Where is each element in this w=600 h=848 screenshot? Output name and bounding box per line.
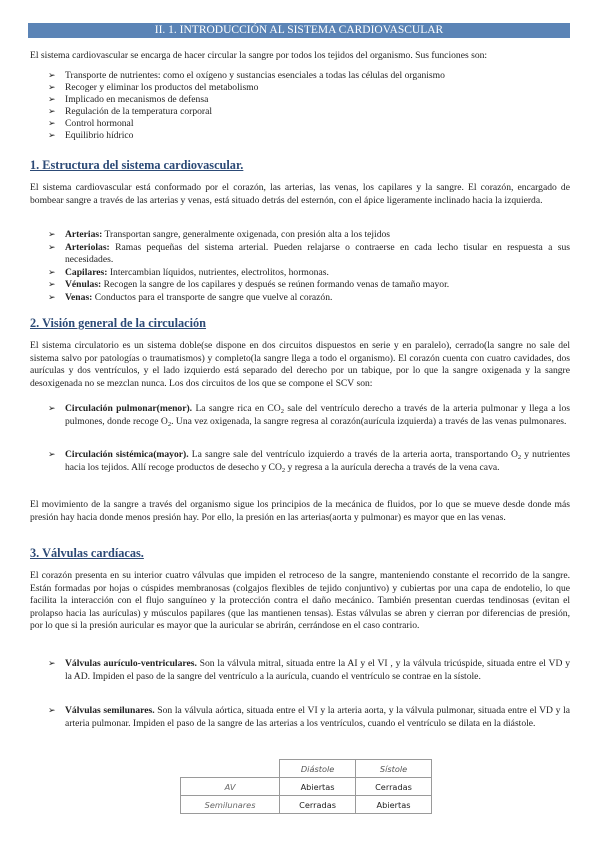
- arrow-bullet-icon: ➢: [48, 95, 56, 106]
- header-sistole: Sístole: [356, 760, 432, 778]
- arrow-bullet-icon: ➢: [48, 107, 56, 118]
- list-item: ➢ Transporte de nutrientes: como el oxígeno y sustancias esenciales a todas las células del organismo: [48, 70, 445, 81]
- list-item: ➢ Arterias: Transportan sangre, generalmente oxigenada, con presión alta a los tejidos: [48, 229, 391, 240]
- row-label-semilunares: Semilunares: [181, 796, 280, 814]
- list-item: ➢ Circulación pulmonar(menor). La sangre rica en $CO_2$ sale del ventrículo derecho a través de la arteria pulmonar y llega a los pulmones, donde recoge $O_2$. Una vez oxigenada, la sangre regresa al corazón(aurícula izquierda) a través de las venas pulmonares.: [48, 403, 570, 428]
- circulacion-paragraph: El sistema circulatorio es un sistema doble(se dispone en dos circuitos dispuestos en serie y en paralelo), cerrado(la sangre no sale del sistema salvo por patologías o traumatismos) y completo(la sangre llega a todo el organismo). El corazón cuenta con cuatro cavidades, dos aurículas y dos ventrículos, y el lado izquierdo está separado del derecho por un tabique, por lo que la sangre oxigenada y la sangre desoxigenada no se mezclan nunca. Los dos circuitos de los que se compone el SCV son:: [30, 340, 570, 389]
- circuit-list-pulmonar: [48, 403, 570, 428]
- list-item: ➢ Válvulas semilunares. Son la válvula aórtica, situada entre el VI y la arteria aorta, y la válvula pulmonar, situada entre el VD y la arteria pulmonar. Impiden el paso de la sangre de las arterias a los ventrículos, cuando el ventrículo se dilata en la diástole.: [48, 705, 571, 729]
- heading-valvulas: 3. Válvulas cardíacas.: [30, 546, 144, 560]
- intro-paragraph: El sistema cardiovascular se encarga de hacer circular la sangre por todos los tejidos del organismo. Sus funciones son:: [30, 50, 488, 61]
- list-item: ➢ Venas: Conductos para el transporte de sangre que vuelve al corazón.: [48, 291, 333, 303]
- heading-estructura: 1. Estructura del sistema cardiovascular.: [30, 158, 244, 172]
- arrow-bullet-icon: ➢: [48, 242, 56, 253]
- arrow-bullet-icon: ➢: [48, 267, 56, 278]
- header-diastole: Diástole: [280, 760, 356, 778]
- row-label-av: AV: [181, 778, 280, 796]
- estructura-paragraph: El sistema cardiovascular está conformado por el corazón, las arterias, las venas, los capilares y la sangre. El corazón, encargado de bombear sangre a través de las arterias y venas, está situado detrás del esternón, con el ápice ligeramente inclinado hacia la izquierda.: [30, 182, 570, 206]
- section-title: II. 1. INTRODUCCIÓN AL SISTEMA CARDIOVASCULAR: [28, 23, 570, 38]
- heading-circulacion: 2. Visión general de la circulación: [30, 316, 207, 330]
- components-list: [48, 229, 570, 305]
- list-item: ➢ Arteriolas: Ramas pequeñas del sistema arterial. Pueden relajarse o contraerse en cada lecho tisular en respuesta a sus necesidades.: [48, 241, 570, 266]
- table-corner-cell: [181, 760, 280, 778]
- arrow-bullet-icon: ➢: [48, 131, 56, 142]
- table-cell: Cerradas: [356, 778, 432, 796]
- arrow-bullet-icon: ➢: [48, 71, 56, 81]
- table-cell: Abiertas: [280, 778, 356, 796]
- arrow-bullet-icon: ➢: [48, 404, 56, 414]
- valve-state-table: [180, 759, 432, 814]
- arrow-bullet-icon: ➢: [48, 119, 56, 130]
- arrow-bullet-icon: ➢: [48, 706, 56, 716]
- arrow-bullet-icon: ➢: [48, 450, 56, 460]
- arrow-bullet-icon: ➢: [48, 659, 56, 669]
- arrow-bullet-icon: ➢: [48, 83, 56, 94]
- list-item: ➢ Válvulas aurículo-ventriculares. Son la válvula mitral, situada entre la AI y el VI , y la válvula tricúspide, situada entre el VD y la AD. Impiden el paso de la sangre del ventrículo a la aurícula, cuando el ventrículo se contrae en la sístole.: [48, 658, 570, 682]
- list-item: ➢ Capilares: Intercambian líquidos, nutrientes, electrolitos, hormonas.: [48, 266, 329, 278]
- arrow-bullet-icon: ➢: [48, 230, 56, 240]
- valvulas-paragraph: El corazón presenta en su interior cuatro válvulas que impiden el retroceso de la sangre, manteniendo constante el recorrido de la sangre. Están formadas por hojas o cúspides membranosas (colgajos flexibles de tejido conjuntivo) y cubiertas por una capa de endotelio, lo que facilita la interacción con el flujo sanguíneo y la protección contra el daño mecánico. También presentan cuerdas tendinosas (evitan el prolapso hacia las aurículas) y músculos papilares (que las mantienen tensas). Estas válvulas se abren y cierran por diferencias de presión, por lo que si la presión auricular es mayor que la auricular se abrirán, cerrándose en el caso contrario.: [30, 570, 570, 632]
- list-item: ➢ Vénulas: Recogen la sangre de los capilares y después se reúnen formando venas de tamaño mayor.: [48, 279, 450, 291]
- list-item: ➢ Regulación de la temperatura corporal: [48, 106, 213, 118]
- arrow-bullet-icon: ➢: [48, 280, 56, 291]
- table-cell: Abiertas: [356, 796, 432, 814]
- list-item: ➢ Recoger y eliminar los productos del metabolismo: [48, 82, 259, 94]
- table-header-row: [181, 760, 432, 778]
- table-cell: Cerradas: [280, 796, 356, 814]
- list-item: ➢ Implicado en mecanismos de defensa: [48, 94, 209, 106]
- valve-list-av: [48, 658, 570, 683]
- list-item: ➢ Circulación sistémica(mayor). La sangre sale del ventrículo izquierdo a través de la arteria aorta, transportando $O_2$ y nutrientes hacia los tejidos. Allí recoge productos de desecho y $CO_2$ y regresa a la aurícula derecha a través de la vena cava.: [48, 449, 570, 474]
- valve-list-semilunares: [48, 705, 570, 730]
- circulacion-closing-paragraph: El movimiento de la sangre a través del organismo sigue los principios de la mecánica de fluidos, por lo que se mueve desde donde más presión hay hacia donde menos presión hay. Por ello, la presión en las arterias(aorta y pulmonar) es mayor que en las venas.: [30, 499, 570, 523]
- table-row: [181, 796, 432, 814]
- list-item: ➢ Control hormonal: [48, 118, 134, 130]
- table-row: [181, 778, 432, 796]
- circuit-list-sistemica: [48, 449, 570, 474]
- arrow-bullet-icon: ➢: [48, 292, 56, 303]
- list-item: ➢ Equilibrio hídrico: [48, 130, 134, 142]
- functions-list: [48, 70, 568, 143]
